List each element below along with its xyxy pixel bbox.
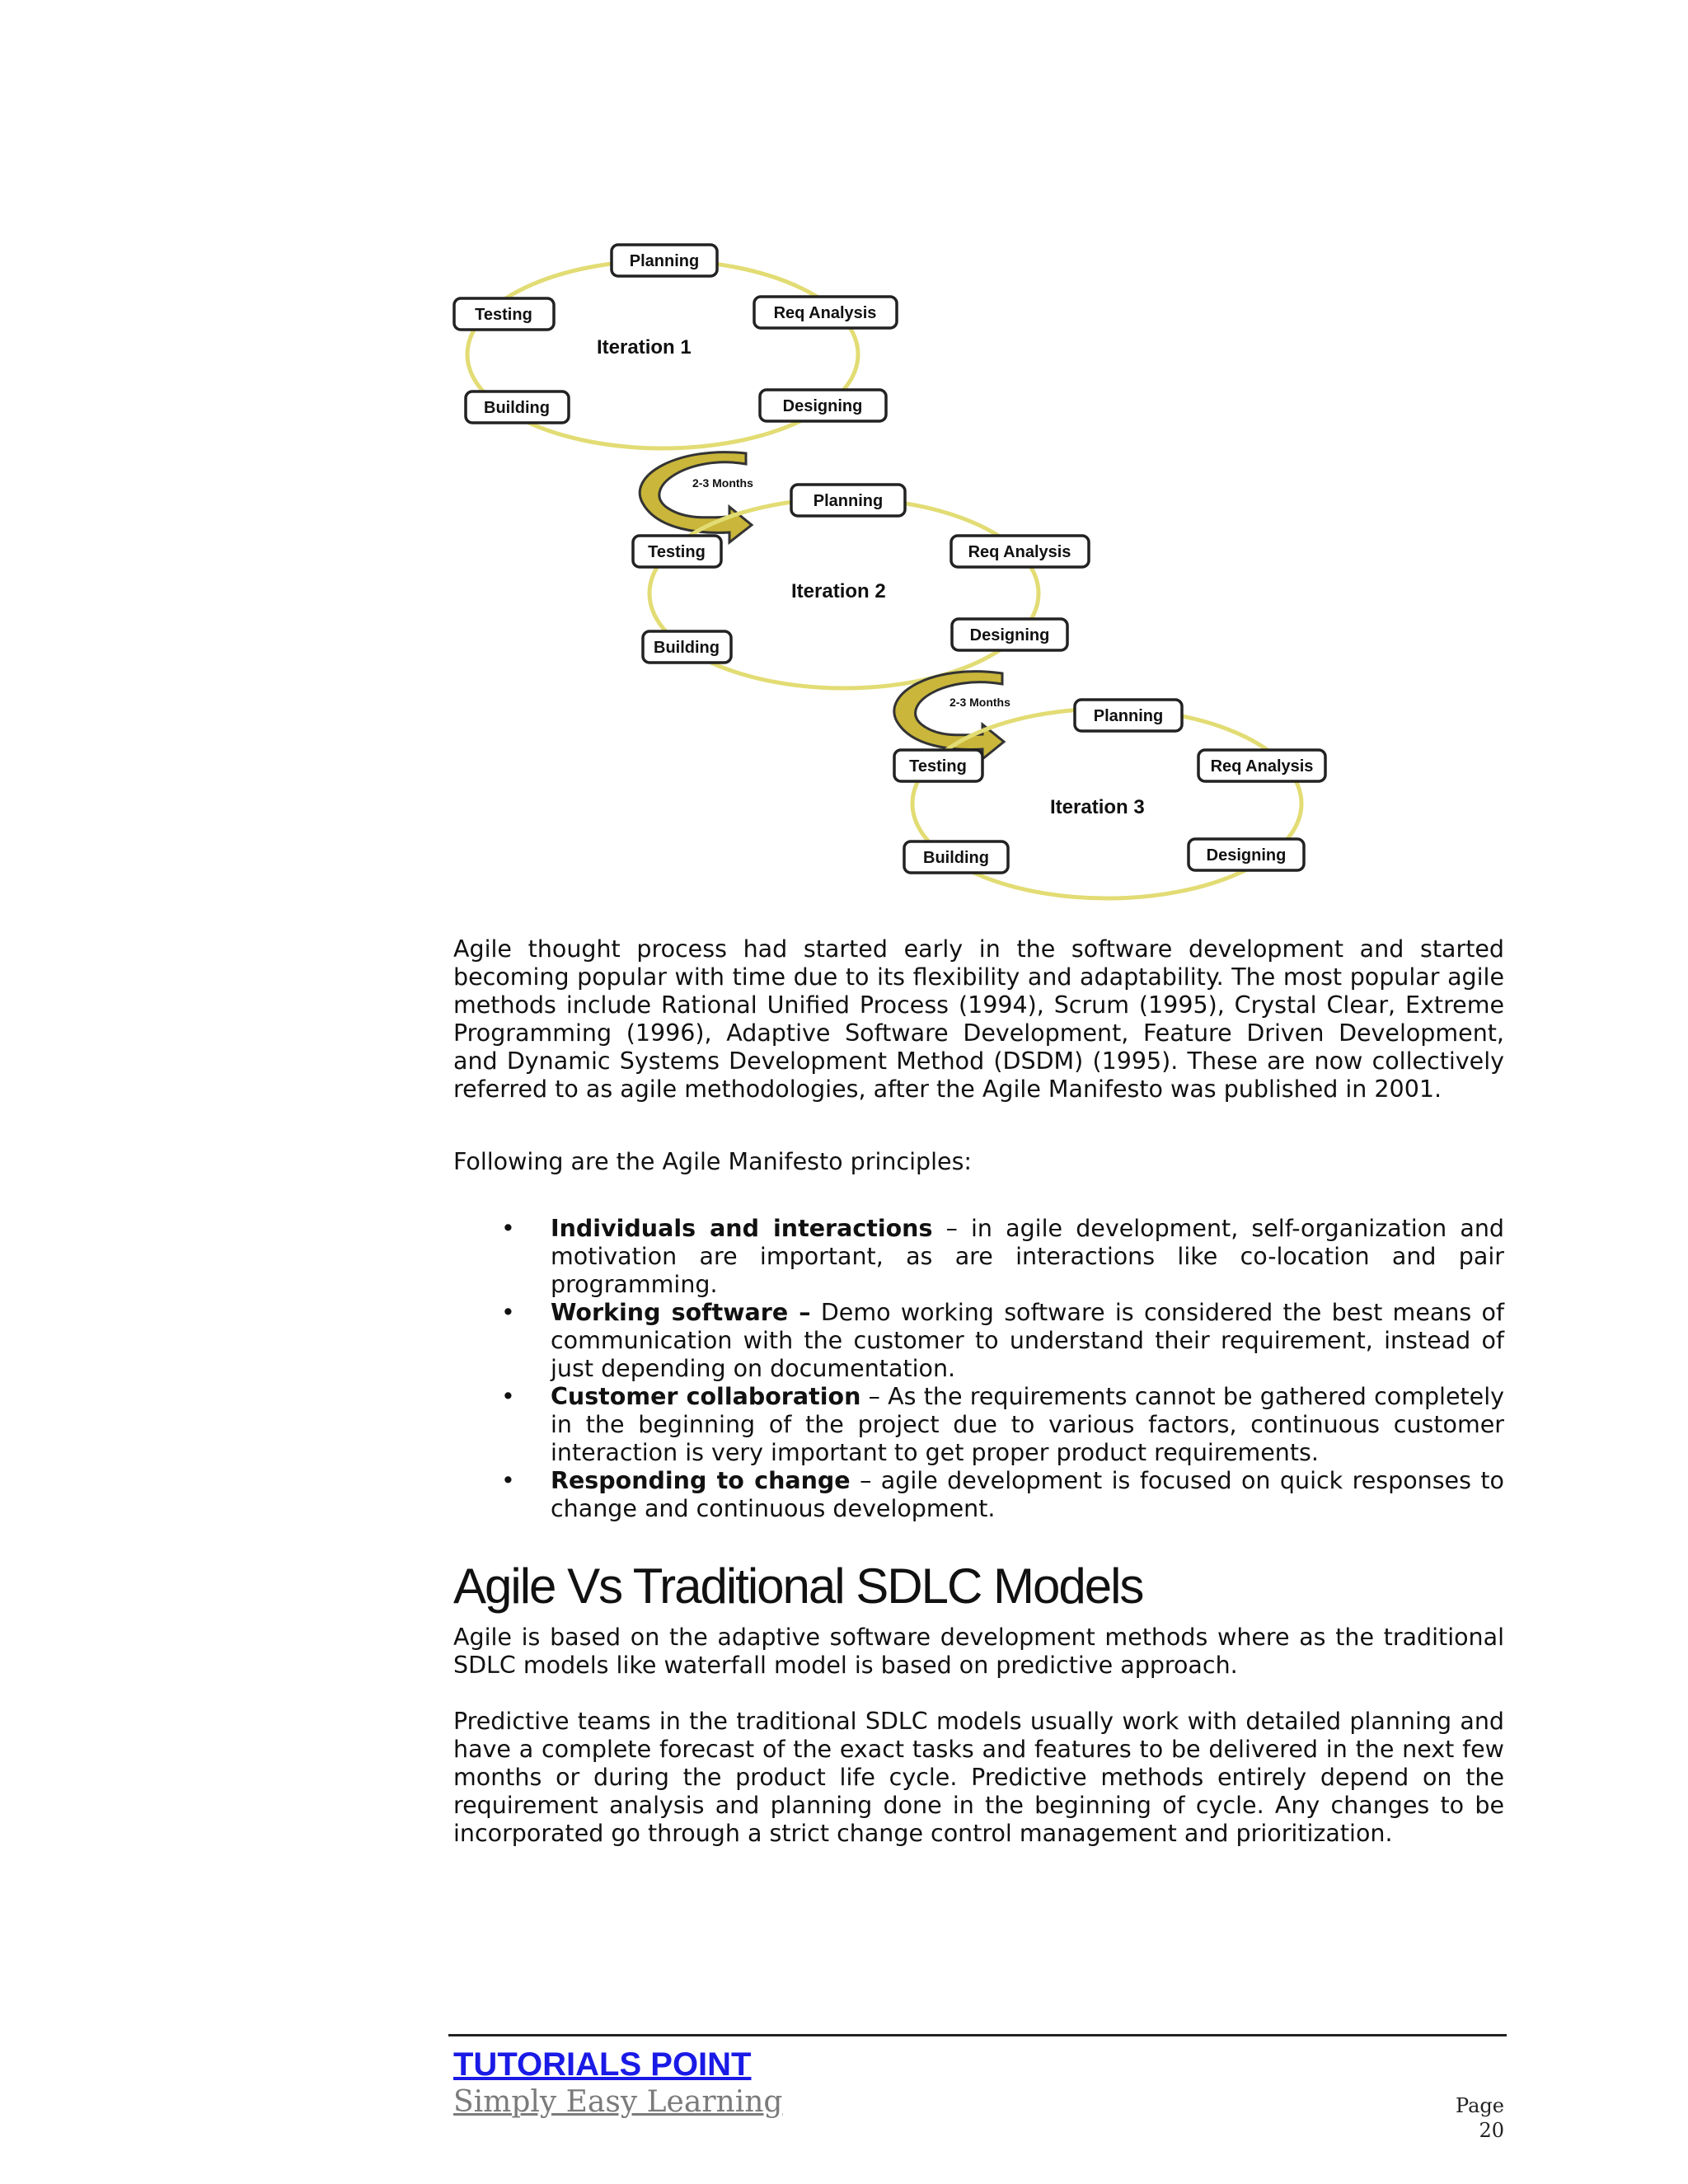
iteration-1 [454, 245, 897, 448]
iteration-2-designing-box [952, 619, 1067, 650]
transition-arrow-1 [640, 452, 753, 542]
principle-term: Individuals and interactions [551, 1215, 933, 1242]
iteration-3-designing-box [1189, 839, 1304, 870]
iteration-3 [894, 700, 1325, 898]
iteration-3-testing-label: Testing [909, 757, 967, 776]
iteration-3-designing-label: Designing [1206, 846, 1287, 865]
iteration-2-req-analysis-box [951, 536, 1089, 567]
intro-paragraph [453, 935, 1504, 1104]
footer-brand: TUTORIALS POINT [453, 2046, 752, 2083]
page-number: Page 20 [1456, 2094, 1504, 2142]
iteration-1-testing-label: Testing [475, 306, 532, 324]
principles-lead-text: Following are the Agile Manifesto principles: [453, 1148, 973, 1175]
iteration-1-designing-label: Designing [782, 397, 863, 415]
iteration-2 [633, 485, 1089, 688]
iteration-2-label: Iteration 2 [791, 580, 886, 602]
iteration-1-label: Iteration 1 [597, 336, 692, 359]
list-item [453, 1383, 1504, 1467]
list-item [453, 1299, 1504, 1383]
bullet-icon: • [501, 1299, 515, 1326]
iteration-3-testing-box [894, 750, 982, 781]
iteration-2-testing-box [633, 536, 721, 567]
iteration-2-req-analysis-label: Req Analysis [968, 543, 1071, 561]
footer-tagline: Simply Easy Learning [453, 2085, 783, 2119]
iteration-3-label: Iteration 3 [1050, 796, 1145, 818]
iteration-1-designing-box [760, 390, 886, 421]
transition-1-label: 2-3 Months [692, 476, 753, 490]
footer-divider [448, 2034, 1507, 2036]
principle-text: Demo working software is considered the best means of communication with the customer to understand their requirement, instead of just depending on documentation. [551, 1299, 1504, 1382]
iteration-1-planning-label: Planning [629, 252, 700, 270]
iteration-1-req-analysis-box [754, 297, 897, 328]
curved-arrow-icon [640, 452, 752, 542]
iteration-1-req-analysis-label: Req Analysis [773, 304, 877, 322]
principle-text: – agile development is focused on quick responses to change and continuous development. [551, 1467, 1504, 1522]
iteration-2-building-box [643, 631, 731, 663]
intro-text: Agile thought process had started early in the software development and started becoming popular with time due to its flexibility and adaptability. The most popular agile methods include Rational Unified Process (1994), Scrum (1995), Crystal Clear, Extreme Programming (1996), Adaptive Software Development, Feature Driven Development, and Dynamic Systems Development Method (DSDM) (1995). These are now collectively referred to as agile methodologies, after the Agile Manifesto was published in 2001. [453, 935, 1504, 1103]
bullet-icon: • [501, 1467, 515, 1494]
section-paragraph-2 [453, 1708, 1504, 1848]
section-paragraph-1 [453, 1624, 1504, 1680]
iteration-3-building-label: Building [923, 849, 989, 867]
principle-term: Working software – [551, 1299, 811, 1326]
bullet-icon: • [501, 1215, 515, 1242]
bullet-icon: • [501, 1383, 515, 1410]
iteration-1-planning-box [612, 245, 717, 276]
iteration-3-planning-box [1075, 700, 1182, 731]
transition-2-label: 2-3 Months [950, 696, 1010, 709]
agile-iteration-diagram [445, 235, 1376, 919]
iteration-3-planning-label: Planning [1093, 707, 1164, 725]
iteration-1-building-box [466, 391, 569, 423]
iteration-2-designing-label: Designing [969, 626, 1050, 644]
section-heading: Agile Vs Traditional SDLC Models [453, 1558, 1143, 1614]
principle-text: – As the requirements cannot be gathered completely in the beginning of the project due to various factors, continuous customer interaction is very important to get proper product requirements. [551, 1383, 1504, 1466]
iteration-3-req-analysis-box [1198, 750, 1325, 781]
principle-term: Customer collaboration [551, 1383, 861, 1410]
list-item [453, 1215, 1504, 1299]
iteration-2-building-label: Building [654, 639, 720, 657]
iteration-3-building-box [904, 841, 1008, 873]
iteration-3-req-analysis-label: Req Analysis [1210, 757, 1314, 776]
iteration-1-building-label: Building [484, 399, 550, 417]
section-paragraph-1-text: Agile is based on the adaptive software development methods where as the traditional SDLC models like waterfall model is based on predictive approach. [453, 1624, 1504, 1679]
principle-text: – in agile development, self-organization and motivation are important, as are interactions like co-location and pair programming. [551, 1215, 1504, 1298]
iteration-1-testing-box [454, 298, 554, 330]
principle-term: Responding to change [551, 1467, 851, 1494]
section-paragraph-2-text: Predictive teams in the traditional SDLC models usually work with detailed planning and have a complete forecast of the exact tasks and features to be delivered in the next few months or during the product life cycle. Predictive methods entirely depend on the requirement analysis and planning done in the beginning of cycle. Any changes to be incorporated go through a strict change control management and prioritization. [453, 1708, 1504, 1847]
principles-lead [453, 1148, 1504, 1176]
iteration-2-planning-label: Planning [813, 492, 884, 510]
iteration-2-testing-label: Testing [648, 543, 706, 561]
manifesto-principles-list [453, 1215, 1504, 1523]
iteration-2-planning-box [791, 485, 905, 516]
list-item [453, 1467, 1504, 1523]
